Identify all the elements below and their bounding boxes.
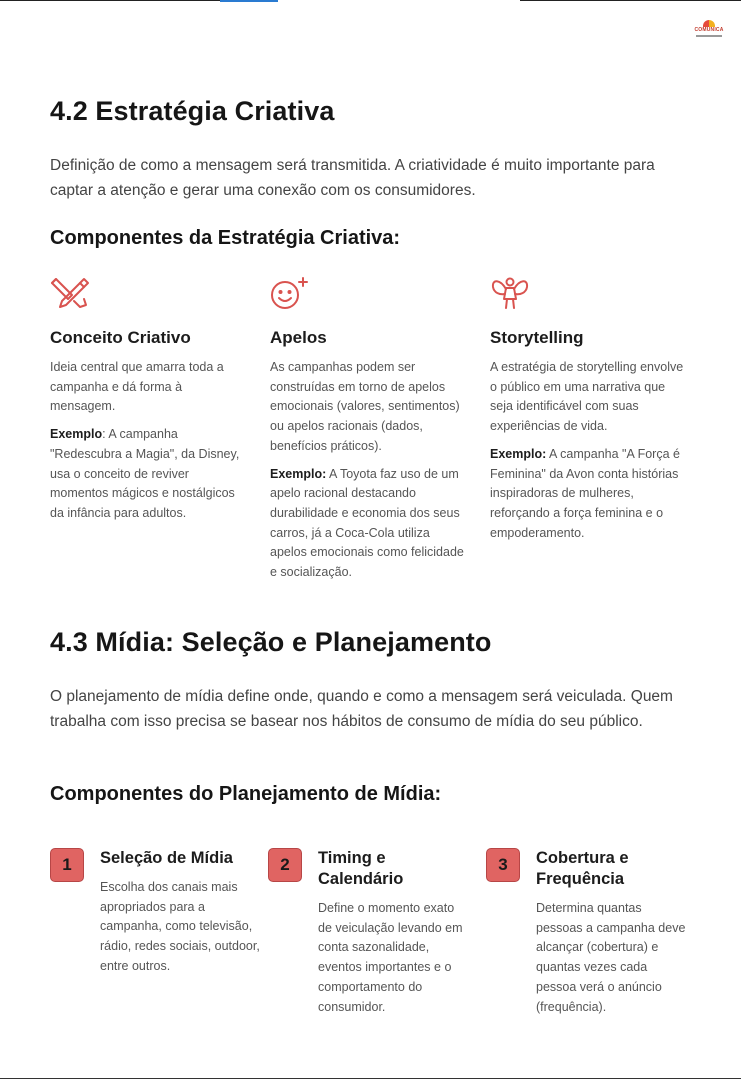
creative-component-storytelling (490, 275, 690, 543)
top-divider-left (0, 0, 220, 1)
media-step-coverage (486, 848, 696, 1038)
creative-component-appeals (270, 275, 468, 583)
step-title: Cobertura e Frequência (536, 849, 629, 888)
step-description: Escolha dos canais mais apropriados para a campanha, como televisão, rádio, redes sociais, outdoor, entre outros. (100, 880, 260, 973)
logo-mark-icon (703, 20, 715, 27)
example-text: A Toyota faz uso de um apelo racional destacando durabilidade e economia dos seus carros, já a Coca-Cola utiliza apelos emocionais como felicidade e socialização. (270, 466, 464, 580)
creative-component-example (270, 465, 468, 583)
creative-component-description: As campanhas podem ser construídas em torno de apelos emocionais (valores, sentimentos) ou apelos racionais (dados, benefícios práticos). (270, 360, 460, 453)
step-title: Seleção de Mídia (100, 849, 233, 867)
section-42-intro: Definição de como a mensagem será transmitida. A criatividade é muito importante para captar a atenção e gerar uma conexão com os consumidores. (50, 157, 655, 199)
section-42-title: 4.2 Estratégia Criativa (50, 96, 335, 126)
example-text: : A campanha "Redescubra a Magia", da Disney, usa o conceito de reviver momentos mágicos e nostálgicos da infância para adultos. (50, 427, 240, 520)
step-number-badge: 2 (268, 848, 302, 882)
brand-logo (692, 20, 726, 46)
smiley-plus-icon (270, 275, 310, 311)
section-43-intro: O planejamento de mídia define onde, quando e como a mensagem será veiculada. Quem trabalha com isso precisa se basear nos hábitos de consumo de mídia do seu público. (50, 688, 673, 730)
creative-component-title: Storytelling (490, 328, 584, 347)
example-text: A campanha "A Força é Feminina" da Avon conta histórias inspiradoras de mulheres, reforçando a força feminina e o empoderamento. (490, 446, 680, 540)
step-number-badge: 3 (486, 848, 520, 882)
creative-component-example (490, 445, 690, 544)
creative-component-description: Ideia central que amarra toda a campanha e dá forma à mensagem. (50, 360, 224, 414)
step-description: Determina quantas pessoas a campanha deve alcançar (cobertura) e quantas vezes cada pessoa verá o anúncio (frequência). (536, 901, 686, 1014)
bottom-divider (0, 1078, 741, 1079)
section-43-title: 4.3 Mídia: Seleção e Planejamento (50, 627, 492, 657)
logo-text: COMUNICA (694, 27, 724, 33)
media-step-timing (268, 848, 478, 1038)
section-43-components-heading: Componentes do Planejamento de Mídia: (50, 783, 442, 805)
example-label: Exemplo: (270, 466, 327, 481)
creative-component-example (50, 425, 250, 524)
example-label: Exemplo (50, 427, 103, 442)
logo-tagline-line (696, 35, 722, 37)
creative-component-title: Conceito Criativo (50, 328, 191, 347)
step-number-badge: 1 (50, 848, 84, 882)
creative-component-description: A estratégia de storytelling envolve o público em uma narrativa que seja identificável com suas experiências de vida. (490, 360, 684, 434)
top-divider-right (520, 0, 741, 1)
example-label: Exemplo: (490, 446, 547, 461)
creative-component-concept (50, 275, 250, 524)
step-description: Define o momento exato de veiculação levando em conta sazonalidade, eventos importantes e o comportamento do consumidor. (318, 901, 463, 1014)
creative-component-title: Apelos (270, 328, 327, 347)
step-title: Timing e Calendário (318, 849, 404, 888)
media-step-selection (50, 848, 260, 1008)
fairy-icon (490, 275, 530, 311)
paintbrush-pencil-icon (50, 275, 90, 311)
top-divider-accent (220, 0, 278, 2)
section-42-components-heading: Componentes da Estratégia Criativa: (50, 227, 401, 249)
